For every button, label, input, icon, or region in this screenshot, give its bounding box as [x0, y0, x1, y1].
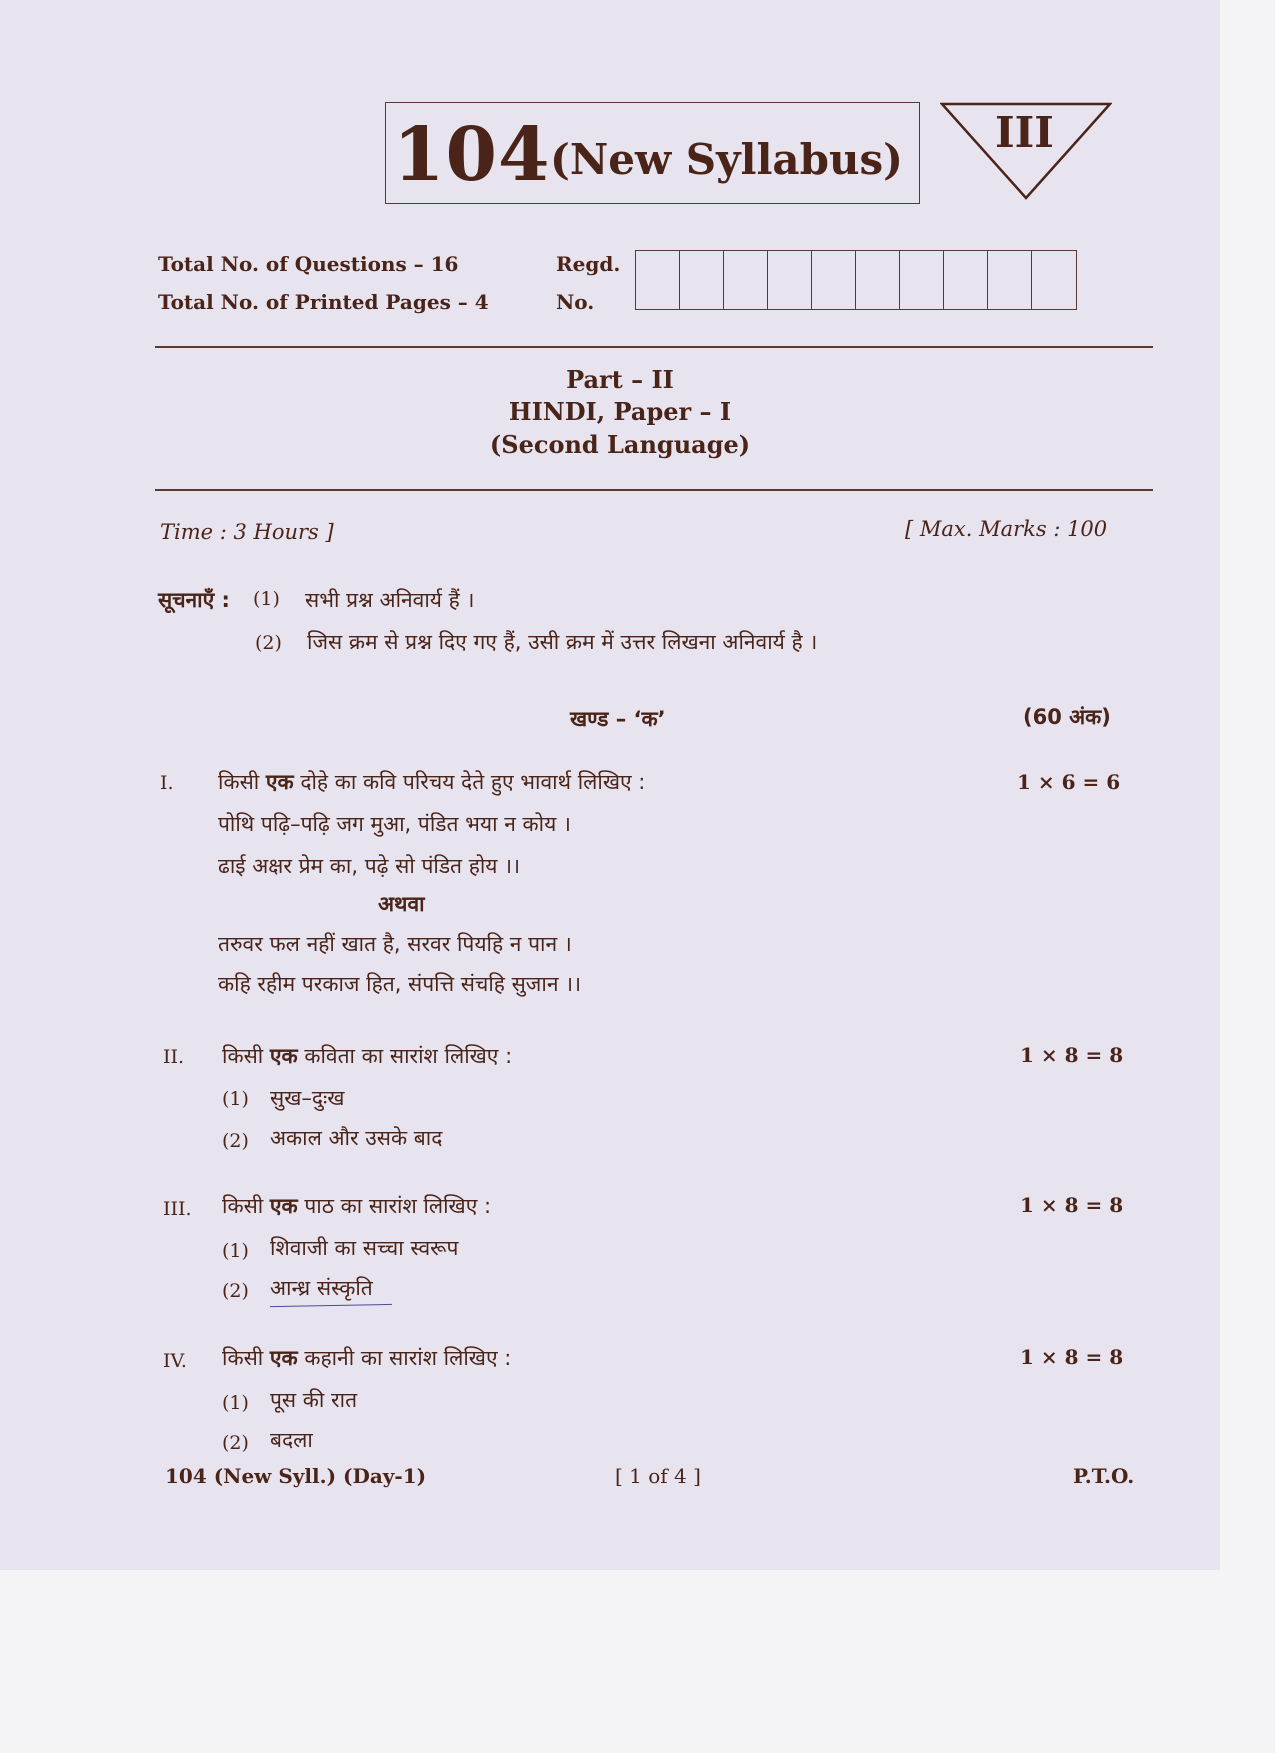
question-2-marks: 1 × 8 = 8	[1020, 1043, 1124, 1067]
instruction-1-text: सभी प्रश्न अनिवार्य हैं ।	[305, 588, 475, 612]
question-4-prompt: किसी एक कहानी का सारांश लिखिए :	[222, 1346, 512, 1370]
question-3-option-1: शिवाजी का सच्चा स्वरूप	[270, 1236, 459, 1260]
subject-title: HINDI, Paper – I	[508, 397, 732, 426]
regd-label: Regd.	[556, 252, 621, 276]
regd-digit-box[interactable]	[988, 251, 1032, 309]
regd-digit-box[interactable]	[944, 251, 988, 309]
regd-digit-box[interactable]	[856, 251, 900, 309]
instruction-2-text: जिस क्रम से प्रश्न दिए गए हैं, उसी क्रम में उत्तर लिखना अनिवार्य है ।	[307, 630, 818, 654]
instruction-1-num: (1)	[253, 588, 280, 610]
regd-digit-box[interactable]	[724, 251, 768, 309]
doha-2-line-1: तरुवर फल नहीं खात है, सरवर पियहि न पान ।	[218, 932, 572, 956]
regd-digit-box[interactable]	[1032, 251, 1076, 309]
question-4-marks: 1 × 8 = 8	[1020, 1345, 1124, 1369]
regd-digit-box[interactable]	[900, 251, 944, 309]
question-4-option-1: पूस की रात	[270, 1388, 358, 1412]
question-1-marks: 1 × 6 = 6	[1017, 770, 1121, 794]
question-1-prompt: किसी एक दोहे का कवि परिचय देते हुए भावार्थ लिखिए :	[218, 770, 646, 794]
question-3-prompt: किसी एक पाठ का सारांश लिखिए :	[222, 1194, 492, 1218]
question-2-option-2-num: (2)	[222, 1130, 249, 1152]
header-rule-top	[155, 346, 1153, 348]
no-label: No.	[556, 290, 595, 314]
doha-1-line-2: ढाई अक्षर प्रेम का, पढ़े सो पंडित होय ।।	[218, 854, 521, 878]
regd-digit-box[interactable]	[768, 251, 812, 309]
doha-1-line-1: पोथि पढ़ि–पढ़ि जग मुआ, पंडित भया न कोय ।	[218, 812, 571, 836]
section-marks: (60 अंक)	[1023, 705, 1111, 729]
syllabus-label: (New Syllabus)	[550, 135, 904, 184]
question-3-marks: 1 × 8 = 8	[1020, 1193, 1124, 1217]
question-4-option-1-num: (1)	[222, 1392, 249, 1414]
language-title: (Second Language)	[489, 430, 751, 459]
question-4-option-2: बदला	[270, 1428, 313, 1452]
footer-page-number: [ 1 of 4 ]	[615, 1464, 701, 1488]
time-allowed: Time : 3 Hours ]	[160, 520, 334, 544]
total-questions: Total No. of Questions – 16	[158, 252, 459, 276]
question-2-option-1: सुख–दुःख	[270, 1086, 345, 1110]
instruction-2-num: (2)	[255, 632, 282, 654]
question-3-option-2: आन्ध्र संस्कृति	[270, 1276, 373, 1300]
pen-underline-mark	[270, 1304, 392, 1307]
question-3-number: III.	[163, 1198, 192, 1220]
doha-2-line-2: कहि रहीम परकाज हित, संपत्ति संचहि सुजान ।।	[218, 972, 582, 996]
question-3-option-2-num: (2)	[222, 1280, 249, 1302]
regd-digit-box[interactable]	[812, 251, 856, 309]
question-4-number: IV.	[163, 1350, 187, 1372]
max-marks: [ Max. Marks : 100	[905, 517, 1108, 541]
regd-digit-box[interactable]	[636, 251, 680, 309]
footer-paper-code: 104 (New Syll.) (Day-1)	[165, 1464, 427, 1488]
footer-pto: P.T.O.	[1073, 1464, 1135, 1488]
paper-code: 104	[393, 112, 551, 198]
question-1-number: I.	[160, 772, 174, 794]
question-3-option-1-num: (1)	[222, 1240, 249, 1262]
part-title: Part – II	[566, 365, 674, 394]
set-label: III	[995, 108, 1054, 157]
regd-digit-box[interactable]	[680, 251, 724, 309]
question-2-option-1-num: (1)	[222, 1088, 249, 1110]
question-2-option-2: अकाल और उसके बाद	[270, 1126, 443, 1150]
section-name: खण्ड – ‘क’	[570, 707, 666, 731]
question-2-prompt: किसी एक कविता का सारांश लिखिए :	[222, 1044, 513, 1068]
header-rule-bottom	[155, 489, 1153, 491]
registration-number-boxes[interactable]	[635, 250, 1077, 310]
instructions-label: सूचनाएँ :	[158, 588, 230, 612]
or-label: अथवा	[378, 892, 425, 916]
question-2-number: II.	[163, 1046, 185, 1068]
question-4-option-2-num: (2)	[222, 1432, 249, 1454]
total-pages: Total No. of Printed Pages – 4	[158, 290, 489, 314]
